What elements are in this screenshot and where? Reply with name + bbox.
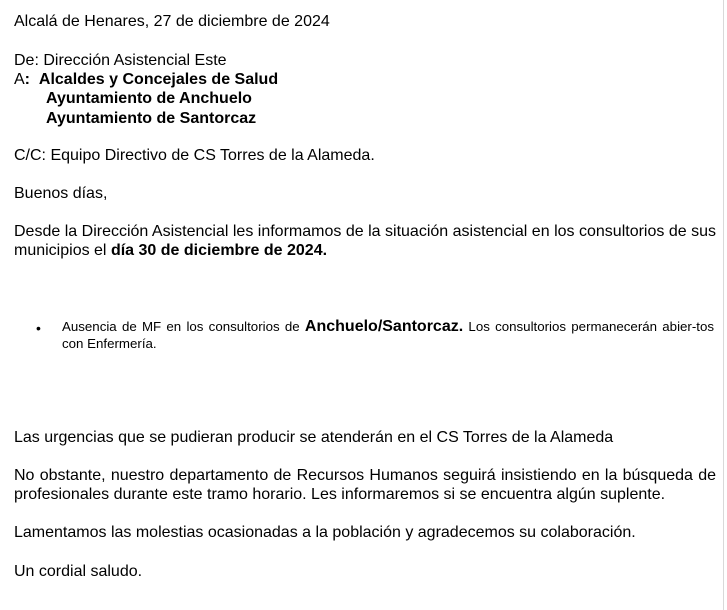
bullet-text-bold: Anchuelo/Santorcaz.: [304, 318, 464, 335]
urgencias-paragraph: Las urgencias que se pudieran producir se atenderán en el CS Torres de la Alameda: [14, 429, 614, 446]
recipient-colon: :: [24, 71, 30, 88]
recipient-line-1: Alcaldes y Concejales de Salud: [38, 71, 279, 88]
intro-date: día 30 de diciembre de 2024.: [110, 242, 328, 259]
cc-line: C/C: Equipo Directivo de CS Torres de la Alameda.: [14, 147, 375, 164]
bullet-text: [62, 318, 714, 352]
intro-text: Desde la Dirección Asistencial les informamos de la situación asistencial en los consultorios de sus municipios el: [14, 223, 716, 259]
bullet-text-before: Ausencia de MF en los consultorios de: [62, 319, 300, 334]
place-date: Alcalá de Henares, 27 de diciembre de 2024: [14, 13, 330, 30]
recipient-label: A: [14, 71, 25, 88]
bullet-text-after: Los consultorios permanecerán abier-tos con Enfermería.: [62, 319, 715, 351]
no-obstante-paragraph: No obstante, nuestro departamento de Recursos Humanos seguirá insistiendo en la búsqueda de profesionales durante este tramo horario. Les informaremos si se encuentra algún suplente.: [14, 467, 716, 503]
recipient-line-2: Ayuntamiento de Anchuelo: [46, 90, 252, 107]
bullet-symbol: •: [36, 320, 41, 336]
closing-line: Un cordial saludo.: [14, 563, 143, 580]
sender-line: De: Dirección Asistencial Este: [14, 52, 227, 69]
lamentamos-paragraph: Lamentamos las molestias ocasionadas a la población y agradecemos su colaboración.: [14, 524, 636, 541]
intro-paragraph: [14, 222, 716, 260]
greeting: Buenos días,: [14, 185, 108, 202]
recipient-header: [14, 70, 278, 89]
recipient-line-3: Ayuntamiento de Santorcaz: [46, 110, 257, 127]
